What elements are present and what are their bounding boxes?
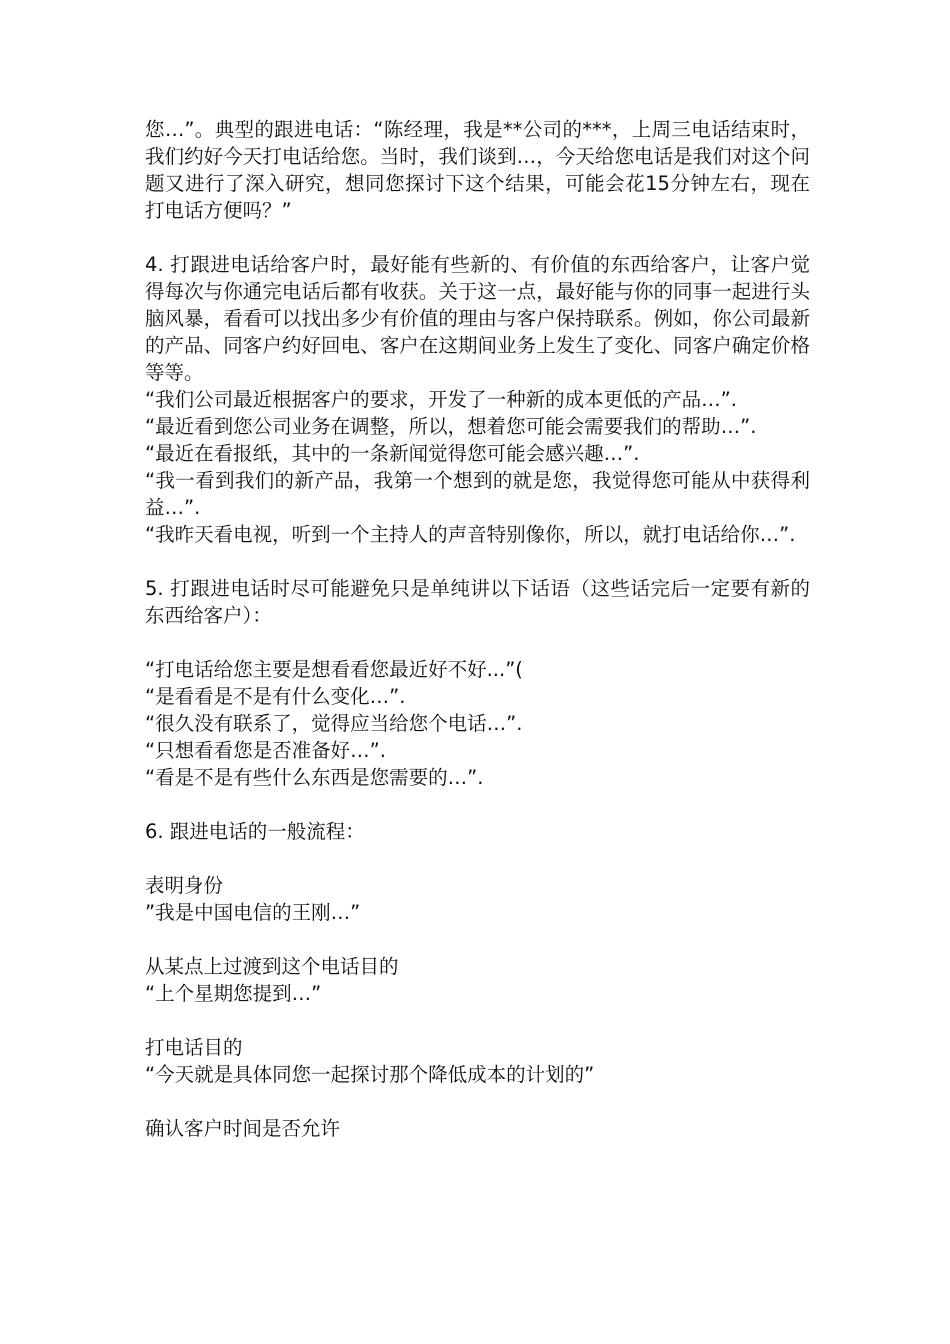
- point-4-example-1: “我们公司最近根据客户的要求，开发了一种新的成本更低的产品…”.: [145, 388, 737, 411]
- point-4-example-2: “最近看到您公司业务在调整，所以，想着您可能会需要我们的帮助…”.: [145, 415, 757, 438]
- document-body: [145, 116, 810, 1142]
- step-4-title: 确认客户时间是否允许: [145, 1117, 341, 1140]
- step-1-title: 表明身份: [145, 874, 224, 897]
- intro-paragraph: 您…”。典型的跟进电话：“陈经理，我是**公司的***，上周三电话结束时，我们约好今天打电话给您。当时，我们谈到…，今天给您电话是我们对这个问题又进行了深入研究，想同您探讨下这个结果，可能会花15分钟左右，现在打电话方便吗？”: [145, 118, 810, 222]
- paragraph-gap: [145, 791, 810, 818]
- point-5-example-2: “是看看是不是有什么变化…”.: [145, 685, 406, 708]
- paragraph-gap: [145, 1007, 810, 1034]
- step-3-title: 打电话目的: [145, 1036, 243, 1059]
- paragraph-gap: [145, 1088, 810, 1115]
- step-2-title: 从某点上过渡到这个电话目的: [145, 955, 399, 978]
- point-5-example-1: “打电话给您主要是想看看您最近好不好...”(: [145, 658, 523, 681]
- point-6-heading: 6. 跟进电话的一般流程：: [145, 820, 365, 843]
- point-5-example-5: “看是不是有些什么东西是您需要的…”.: [145, 766, 484, 789]
- point-4-paragraph: 4. 打跟进电话给客户时，最好能有些新的、有价值的东西给客户，让客户觉得每次与你通完电话后都有收获。关于这一点，最好能与你的同事一起进行头脑风暴，看看可以找出多少有价值的理由与客户保持联系。例如，你公司最新的产品、同客户约好回电、客户在这期间业务上发生了变化、同客户确定价格等等。: [145, 253, 810, 384]
- point-5-example-4: “只想看看您是否准备好…”.: [145, 739, 386, 762]
- point-4-example-3: “最近在看报纸，其中的一条新闻觉得您可能会感兴趣…”.: [145, 442, 640, 465]
- point-5-example-3: “很久没有联系了，觉得应当给您个电话…”.: [145, 712, 523, 735]
- paragraph-gap: [145, 548, 810, 575]
- paragraph-gap: [145, 224, 810, 251]
- step-3-example: “今天就是具体同您一起探讨那个降低成本的计划的”: [145, 1063, 595, 1086]
- paragraph-gap: [145, 629, 810, 656]
- paragraph-gap: [145, 926, 810, 953]
- point-4-example-5: “我昨天看电视，听到一个主持人的声音特别像你，所以，就打电话给你…”.: [145, 523, 796, 546]
- point-5-paragraph: 5. 打跟进电话时尽可能避免只是单纯讲以下话语（这些话完后一定要有新的东西给客户）：: [145, 577, 810, 627]
- step-1-example: ”我是中国电信的王刚…”: [145, 901, 361, 924]
- point-4-example-4: “我一看到我们的新产品，我第一个想到的就是您，我觉得您可能从中获得利益…”.: [145, 469, 810, 519]
- paragraph-gap: [145, 845, 810, 872]
- step-2-example: “上个星期您提到…”: [145, 982, 322, 1005]
